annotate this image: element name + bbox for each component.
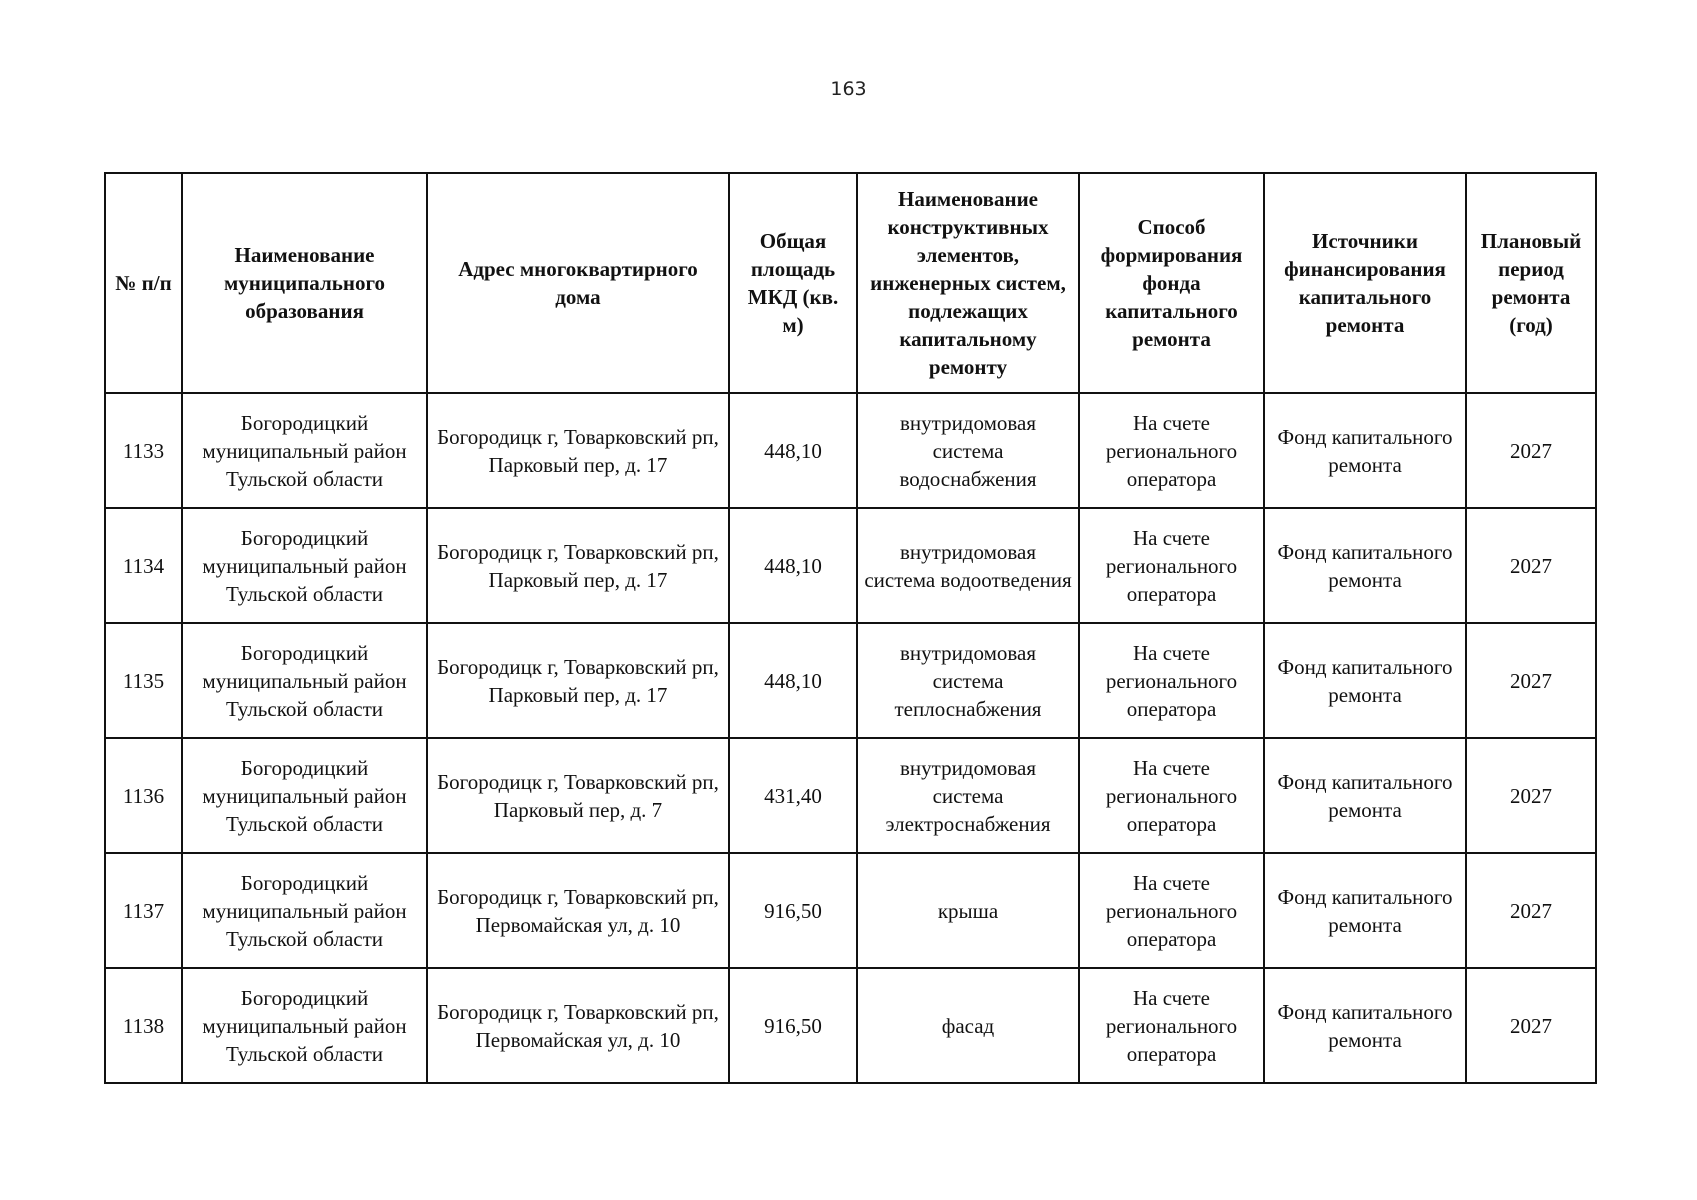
- cell-fund-method: На счете регионального оператора: [1079, 508, 1264, 623]
- cell-funding-source: Фонд капитального ремонта: [1264, 968, 1466, 1083]
- cell-address: Богородицк г, Товарковский рп, Первомайская ул, д. 10: [427, 853, 729, 968]
- cell-municipality: Богородицкий муниципальный район Тульской области: [182, 623, 427, 738]
- cell-number: 1136: [105, 738, 182, 853]
- header-address: Адрес многоквартирного дома: [427, 173, 729, 393]
- cell-municipality: Богородицкий муниципальный район Тульской области: [182, 393, 427, 508]
- cell-address: Богородицк г, Товарковский рп, Первомайская ул, д. 10: [427, 968, 729, 1083]
- cell-repair-period: 2027: [1466, 968, 1596, 1083]
- cell-fund-method: На счете регионального оператора: [1079, 738, 1264, 853]
- cell-area: 448,10: [729, 623, 857, 738]
- header-repair-period: Плановый период ремонта (год): [1466, 173, 1596, 393]
- page-number: 163: [830, 78, 867, 100]
- cell-elements: внутридомовая система водоотведения: [857, 508, 1079, 623]
- cell-elements: внутридомовая система водоснабжения: [857, 393, 1079, 508]
- cell-elements: фасад: [857, 968, 1079, 1083]
- cell-fund-method: На счете регионального оператора: [1079, 968, 1264, 1083]
- cell-area: 448,10: [729, 393, 857, 508]
- table-row: [105, 623, 1596, 738]
- cell-address: Богородицк г, Товарковский рп, Парковый пер, д. 7: [427, 738, 729, 853]
- cell-area: 431,40: [729, 738, 857, 853]
- cell-municipality: Богородицкий муниципальный район Тульской области: [182, 968, 427, 1083]
- cell-address: Богородицк г, Товарковский рп, Парковый пер, д. 17: [427, 623, 729, 738]
- header-area: Общая площадь МКД (кв. м): [729, 173, 857, 393]
- cell-number: 1135: [105, 623, 182, 738]
- cell-fund-method: На счете регионального оператора: [1079, 623, 1264, 738]
- cell-municipality: Богородицкий муниципальный район Тульской области: [182, 508, 427, 623]
- table-header-row: [105, 173, 1596, 393]
- cell-fund-method: На счете регионального оператора: [1079, 393, 1264, 508]
- cell-number: 1133: [105, 393, 182, 508]
- cell-number: 1137: [105, 853, 182, 968]
- cell-repair-period: 2027: [1466, 738, 1596, 853]
- header-elements: Наименование конструктивных элементов, инженерных систем, подлежащих капитальному ремонту: [857, 173, 1079, 393]
- cell-number: 1138: [105, 968, 182, 1083]
- cell-address: Богородицк г, Товарковский рп, Парковый пер, д. 17: [427, 393, 729, 508]
- cell-repair-period: 2027: [1466, 508, 1596, 623]
- table-row: [105, 393, 1596, 508]
- cell-funding-source: Фонд капитального ремонта: [1264, 508, 1466, 623]
- cell-area: 448,10: [729, 508, 857, 623]
- header-funding-source: Источники финансирования капитального ремонта: [1264, 173, 1466, 393]
- table-row: [105, 508, 1596, 623]
- capital-repair-table: [104, 172, 1597, 1084]
- cell-municipality: Богородицкий муниципальный район Тульской области: [182, 738, 427, 853]
- header-fund-method: Способ формирования фонда капитального ремонта: [1079, 173, 1264, 393]
- table-row: [105, 853, 1596, 968]
- cell-funding-source: Фонд капитального ремонта: [1264, 738, 1466, 853]
- cell-area: 916,50: [729, 968, 857, 1083]
- cell-repair-period: 2027: [1466, 623, 1596, 738]
- header-number: № п/п: [105, 173, 182, 393]
- cell-municipality: Богородицкий муниципальный район Тульской области: [182, 853, 427, 968]
- header-municipality: Наименование муниципального образования: [182, 173, 427, 393]
- table-row: [105, 738, 1596, 853]
- cell-address: Богородицк г, Товарковский рп, Парковый пер, д. 17: [427, 508, 729, 623]
- cell-elements: внутридомовая система электроснабжения: [857, 738, 1079, 853]
- cell-funding-source: Фонд капитального ремонта: [1264, 393, 1466, 508]
- cell-fund-method: На счете регионального оператора: [1079, 853, 1264, 968]
- table-row: [105, 968, 1596, 1083]
- cell-funding-source: Фонд капитального ремонта: [1264, 623, 1466, 738]
- cell-area: 916,50: [729, 853, 857, 968]
- cell-elements: крыша: [857, 853, 1079, 968]
- cell-funding-source: Фонд капитального ремонта: [1264, 853, 1466, 968]
- cell-repair-period: 2027: [1466, 853, 1596, 968]
- cell-number: 1134: [105, 508, 182, 623]
- cell-repair-period: 2027: [1466, 393, 1596, 508]
- cell-elements: внутридомовая система теплоснабжения: [857, 623, 1079, 738]
